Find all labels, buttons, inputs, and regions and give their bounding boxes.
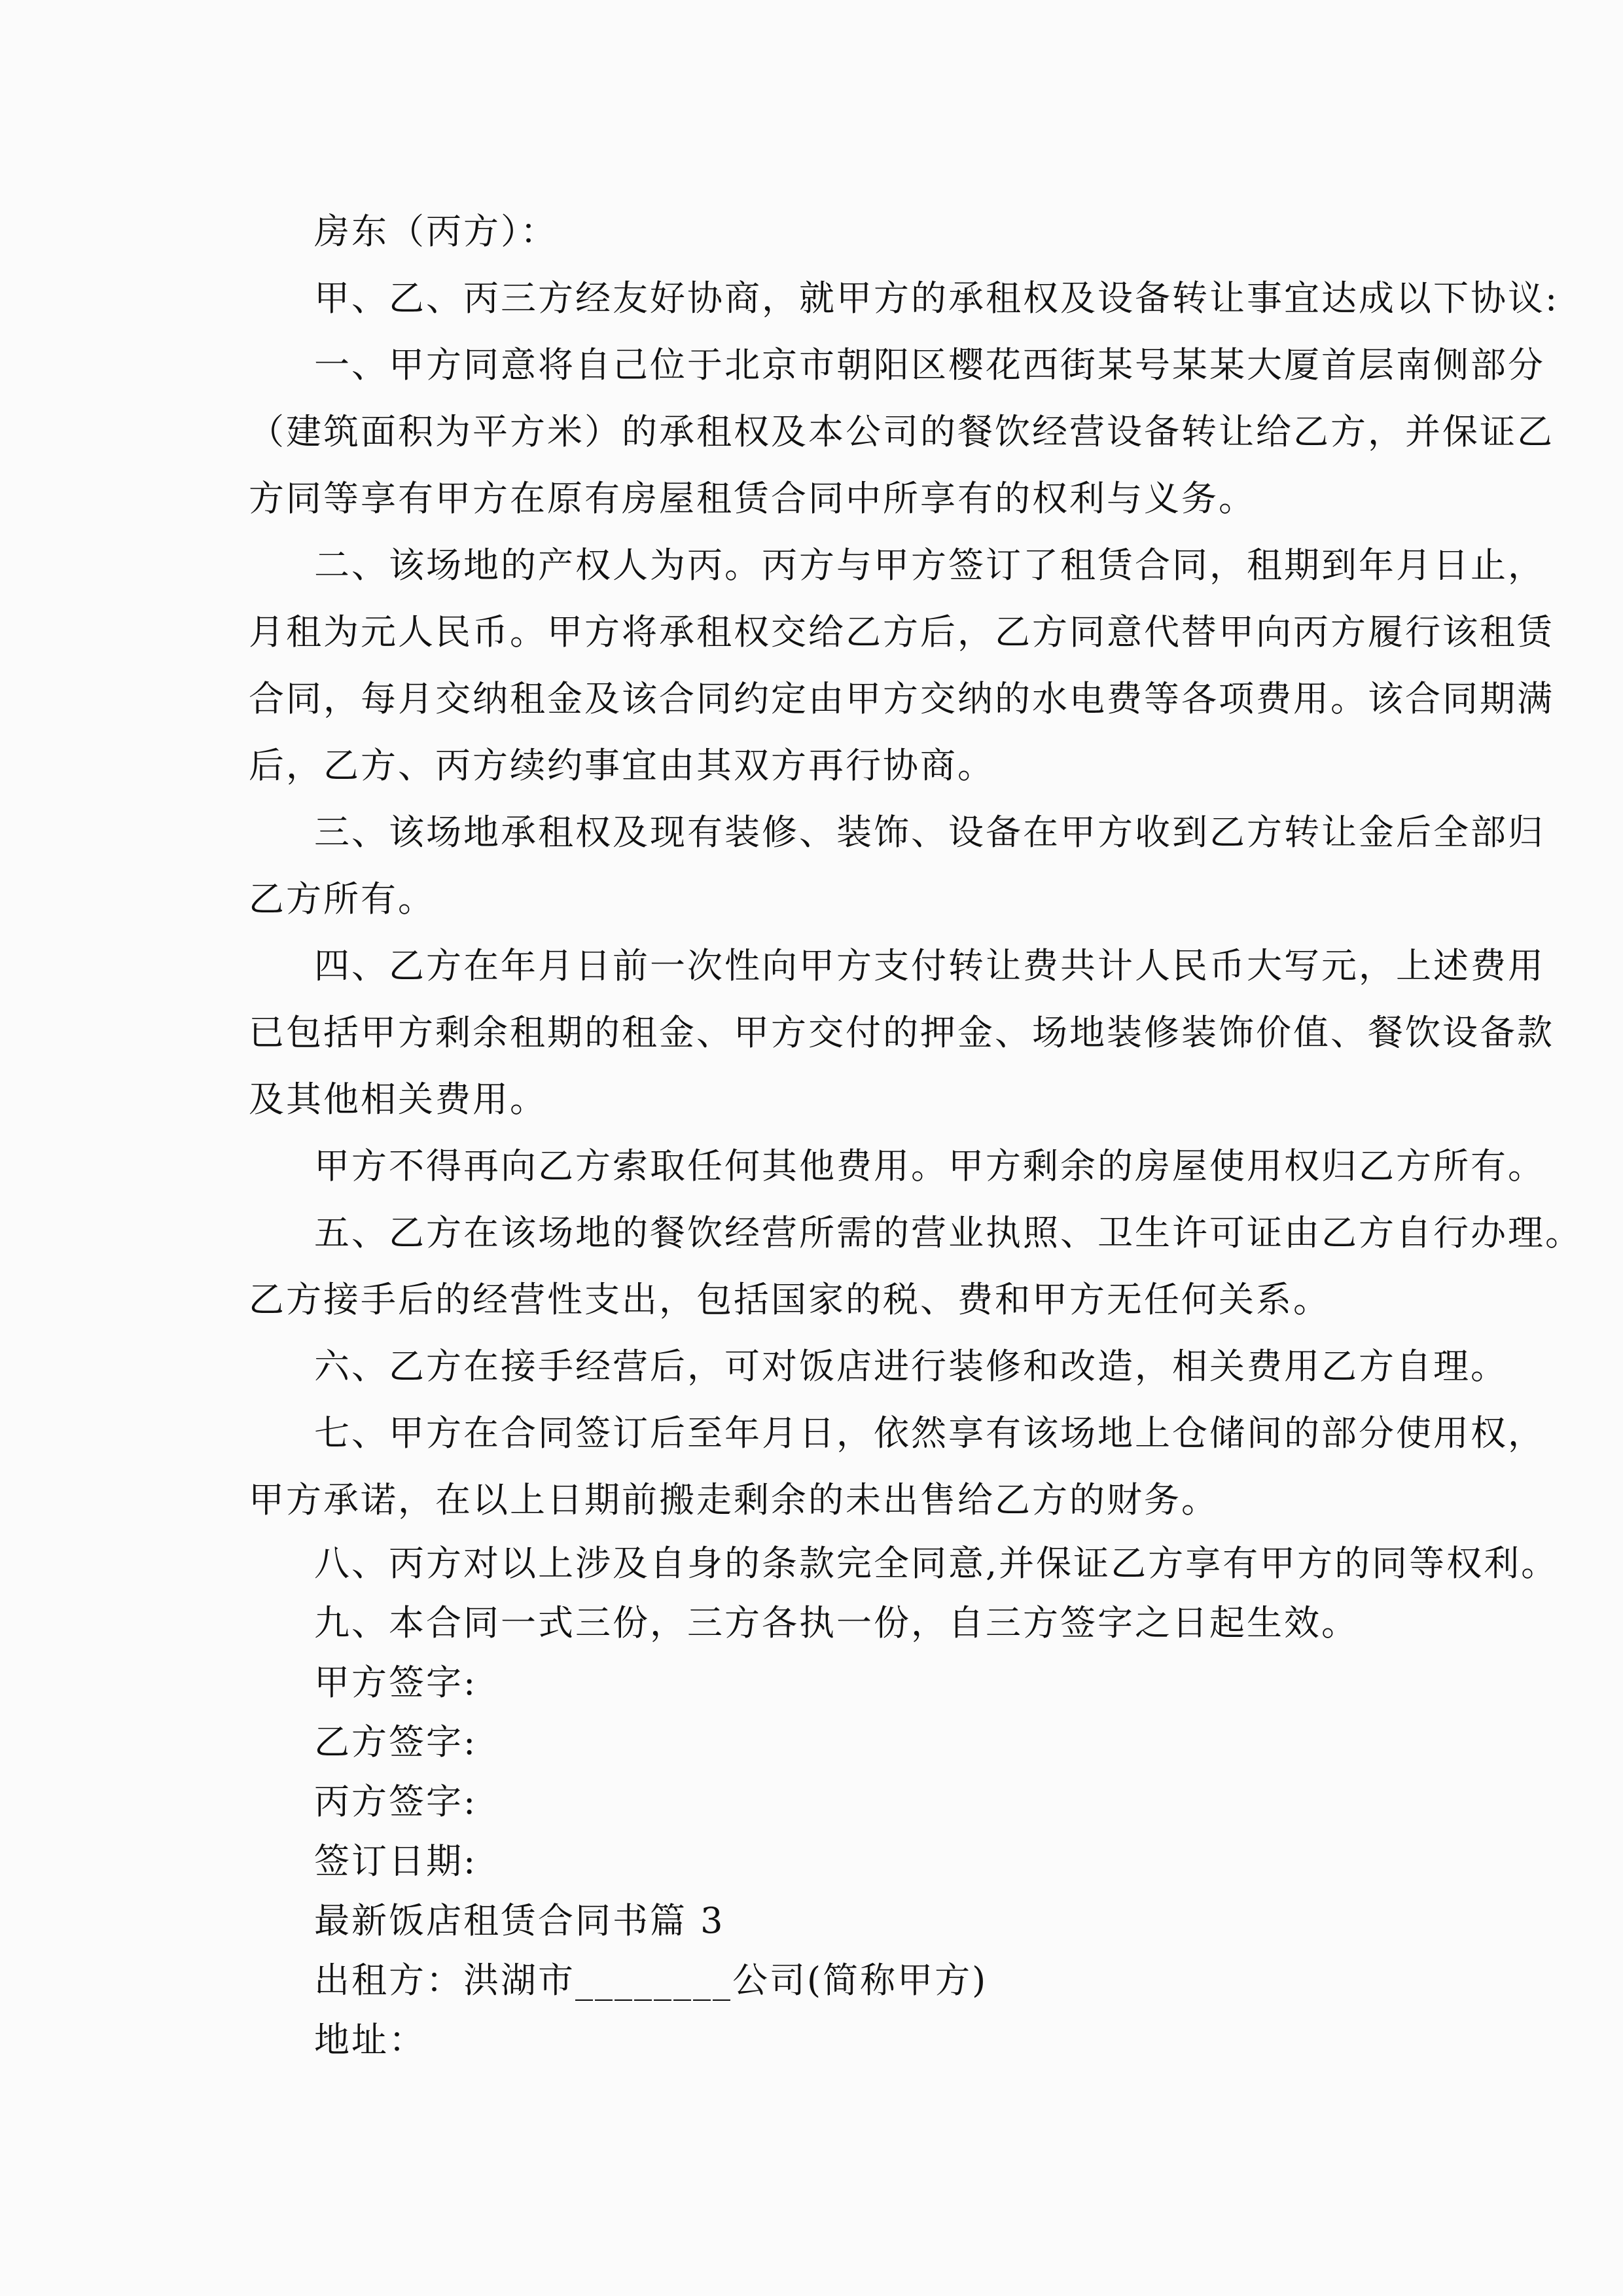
text-line-signature-party-b: 乙方签字: <box>314 1721 478 1763</box>
text-line-address: 地址： <box>314 2019 426 2060</box>
text-line-signature-party-a: 甲方签字: <box>314 1662 478 1703</box>
text-line-clause-9: 九、本合同一式三份，三方各执一份，自三方签字之日起生效。 <box>314 1602 1359 1643</box>
text-line-clause-4-note: 甲方不得再向乙方索取任何其他费用。甲方剩余的房屋使用权归乙方所有。 <box>314 1145 1545 1187</box>
text-line-clause-4: 四、乙方在年月日前一次性向甲方支付转让费共计人民币大写元，上述费用 <box>314 945 1545 986</box>
text-line-clause-5: 五、乙方在该场地的餐饮经营所需的营业执照、卫生许可证由乙方自行办理。 <box>314 1212 1582 1253</box>
text-line-landlord-party-c: 房东（丙方）： <box>314 211 558 252</box>
text-line-clause-6: 六、乙方在接手经营后，可对饭店进行装修和改造，相关费用乙方自理。 <box>314 1346 1508 1387</box>
text-line-next-section-title: 最新饭店租赁合同书篇 3 <box>314 1900 725 1941</box>
text-line-clause-7: 七、甲方在合同签订后至年月日，依然享有该场地上仓储间的部分使用权， <box>314 1412 1545 1454</box>
text-line-clause-4-cont: 及其他相关费用。 <box>249 1079 547 1120</box>
text-line-clause-7-cont: 甲方承诺，在以上日期前搬走剩余的未出售给乙方的财务。 <box>249 1479 1219 1520</box>
text-line-clause-2-cont: 合同，每月交纳租金及该合同约定由甲方交纳的水电费等各项费用。该合同期满 <box>249 678 1554 719</box>
text-line-clause-3-cont: 乙方所有。 <box>249 878 435 920</box>
text-line-clause-1-cont: 方同等享有甲方在原有房屋租赁合同中所享有的权利与义务。 <box>249 478 1256 519</box>
text-line-clause-2-cont: 后，乙方、丙方续约事宜由其双方再行协商。 <box>249 745 995 786</box>
text-line-clause-4-cont: 已包括甲方剩余租期的租金、甲方交付的押金、场地装修装饰价值、餐饮设备款 <box>249 1012 1554 1053</box>
text-line-lessor: 出租方：洪湖市________公司(简称甲方) <box>314 1960 988 2001</box>
text-line-clause-1: 一、甲方同意将自己位于北京市朝阳区樱花西街某号某某大厦首层南侧部分 <box>314 344 1545 386</box>
text-line-clause-3: 三、该场地承租权及现有装修、装饰、设备在甲方收到乙方转让金后全部归 <box>314 812 1545 853</box>
text-line-clause-2: 二、该场地的产权人为丙。丙方与甲方签订了租赁合同，租期到年月日止， <box>314 545 1545 586</box>
text-line-clause-1-cont: （建筑面积为平方米）的承租权及本公司的餐饮经营设备转让给乙方，并保证乙 <box>249 411 1554 452</box>
text-line-clause-5-cont: 乙方接手后的经营性支出，包括国家的税、费和甲方无任何关系。 <box>249 1279 1330 1320</box>
text-line-signing-date: 签订日期: <box>314 1840 478 1882</box>
text-line-clause-8: 八、丙方对以上涉及自身的条款完全同意,并保证乙方享有甲方的同等权利。 <box>314 1543 1559 1584</box>
text-line-preamble: 甲、乙、丙三方经友好协商，就甲方的承租权及设备转让事宜达成以下协议: <box>314 278 1560 319</box>
text-line-clause-2-cont: 月租为元人民币。甲方将承租权交给乙方后，乙方同意代替甲向丙方履行该租赁 <box>249 611 1554 653</box>
text-line-signature-party-c: 丙方签字: <box>314 1781 478 1822</box>
